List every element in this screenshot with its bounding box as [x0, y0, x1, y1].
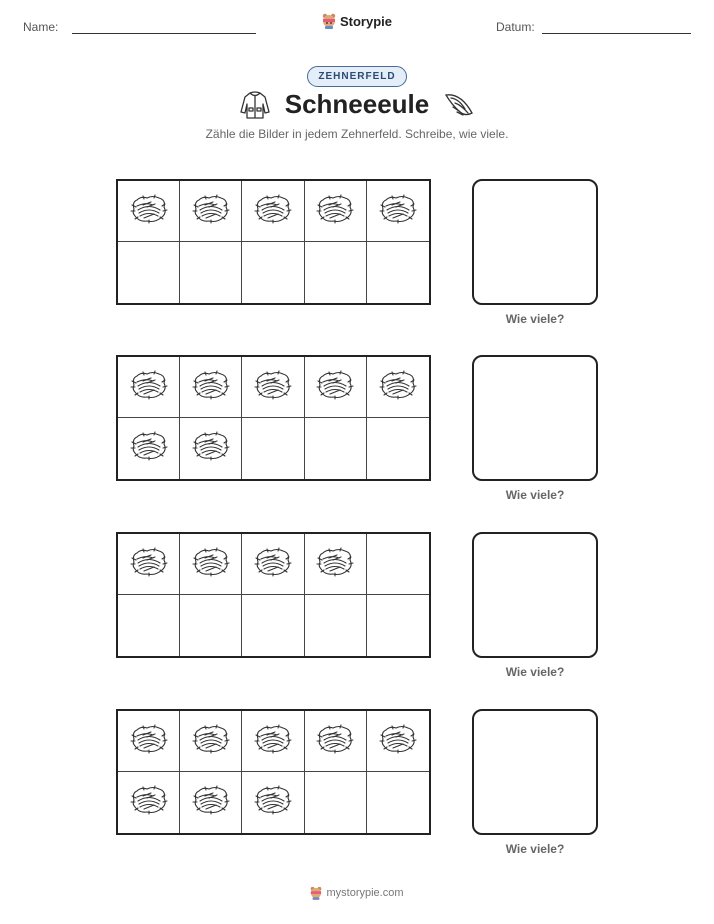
nest-icon: [191, 784, 231, 821]
nest-icon: [191, 369, 231, 406]
ten-frame-cell: [305, 595, 367, 656]
ten-frame-cell: [242, 534, 304, 595]
nest-icon: [129, 723, 169, 760]
ten-frame-cell: [118, 357, 180, 418]
ten-frame-cell: [118, 711, 180, 772]
answer-box-4[interactable]: [472, 709, 598, 835]
ten-frame-cell: [180, 711, 242, 772]
ten-frame-cell: [242, 595, 304, 656]
ten-frame-cell: [367, 357, 429, 418]
ten-frame-cell: [367, 418, 429, 479]
nest-icon: [315, 193, 355, 230]
nest-icon: [253, 193, 293, 230]
nest-icon: [315, 723, 355, 760]
ten-frame-cell: [180, 534, 242, 595]
ten-frame-cell: [242, 181, 304, 242]
instructions: Zähle die Bilder in jedem Zehnerfeld. Schreibe, wie viele.: [205, 127, 509, 141]
nest-icon: [129, 430, 169, 467]
ten-frame-cell: [118, 418, 180, 479]
ten-frame-cell: [305, 772, 367, 833]
date-label: Datum:: [496, 20, 535, 34]
ten-frame-1: [116, 179, 431, 305]
how-many-label: Wie viele?: [505, 488, 565, 502]
jacket-icon: [239, 90, 271, 120]
nest-icon: [129, 193, 169, 230]
how-many-label: Wie viele?: [505, 665, 565, 679]
nest-icon: [253, 784, 293, 821]
ten-frame-cell: [180, 242, 242, 303]
nest-icon: [378, 193, 418, 230]
ten-frame-cell: [367, 181, 429, 242]
ten-frame-cell: [118, 772, 180, 833]
answer-box-1[interactable]: [472, 179, 598, 305]
nest-icon: [191, 193, 231, 230]
date-line[interactable]: [542, 33, 691, 34]
ten-frame-cell: [118, 595, 180, 656]
ten-frame-cell: [305, 357, 367, 418]
name-label: Name:: [23, 20, 59, 34]
ten-frame-cell: [305, 181, 367, 242]
topic-badge: ZEHNERFELD: [307, 66, 406, 87]
footer-url: mystorypie.com: [326, 887, 404, 899]
nest-icon: [191, 723, 231, 760]
nest-icon: [315, 546, 355, 583]
ten-frame-cell: [242, 418, 304, 479]
ten-frame-2: [116, 355, 431, 481]
nest-icon: [315, 369, 355, 406]
ten-frame-cell: [367, 595, 429, 656]
nest-icon: [129, 369, 169, 406]
ten-frame-cell: [305, 242, 367, 303]
wing-icon: [443, 91, 475, 119]
ten-frame-cell: [305, 418, 367, 479]
ten-frame-cell: [305, 534, 367, 595]
ten-frame-4: [116, 709, 431, 835]
nest-icon: [191, 430, 231, 467]
nest-icon: [129, 784, 169, 821]
ten-frame-cell: [367, 242, 429, 303]
ten-frame-cell: [180, 181, 242, 242]
how-many-label: Wie viele?: [505, 312, 565, 326]
ten-frame-cell: [180, 357, 242, 418]
nest-icon: [378, 723, 418, 760]
ten-frame-cell: [367, 711, 429, 772]
ten-frame-cell: [367, 534, 429, 595]
nest-icon: [253, 369, 293, 406]
nest-icon: [378, 369, 418, 406]
nest-icon: [253, 723, 293, 760]
nest-icon: [129, 546, 169, 583]
storypie-logo-icon: [310, 886, 322, 900]
nest-icon: [191, 546, 231, 583]
ten-frame-cell: [242, 711, 304, 772]
page-title: Schneeeule: [284, 89, 430, 119]
brand: [0, 13, 714, 34]
answer-box-3[interactable]: [472, 532, 598, 658]
footer: [0, 886, 714, 905]
ten-frame-cell: [180, 595, 242, 656]
how-many-label: Wie viele?: [505, 842, 565, 856]
storypie-logo-icon: [322, 13, 336, 29]
answer-box-2[interactable]: [472, 355, 598, 481]
ten-frame-cell: [305, 711, 367, 772]
ten-frame-cell: [118, 534, 180, 595]
ten-frame-cell: [242, 357, 304, 418]
ten-frame-cell: [367, 772, 429, 833]
ten-frame-cell: [242, 772, 304, 833]
ten-frame-cell: [180, 418, 242, 479]
ten-frame-cell: [180, 772, 242, 833]
nest-icon: [253, 546, 293, 583]
ten-frame-cell: [242, 242, 304, 303]
brand-name: Storypie: [339, 13, 392, 29]
ten-frame-3: [116, 532, 431, 658]
ten-frame-cell: [118, 242, 180, 303]
ten-frame-cell: [118, 181, 180, 242]
